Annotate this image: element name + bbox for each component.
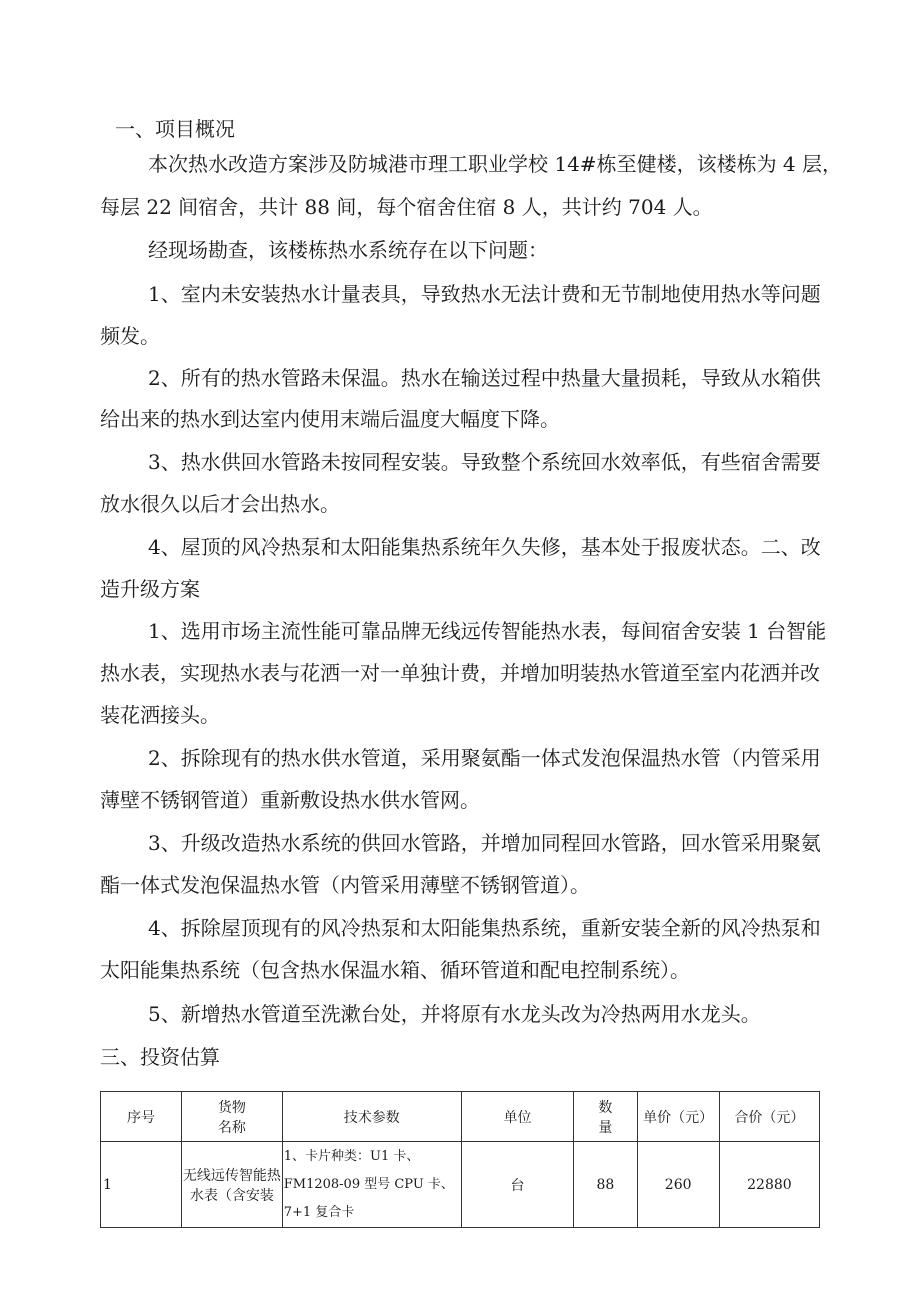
- header-qty-line1: 数: [598, 1099, 613, 1116]
- section-1-title: 一、项目概况: [115, 117, 235, 141]
- plan-item-2-cont: 薄壁不锈钢管道）重新敷设热水供水管网。: [100, 788, 480, 812]
- paragraph-line: 经现场勘查，该楼栋热水系统存在以下问题：: [148, 238, 548, 262]
- problem-item-4: 4、屋顶的风冷热泵和太阳能集热系统年久失修，基本处于报废状态。二、改: [148, 535, 821, 559]
- header-qty-line2: 量: [598, 1119, 613, 1136]
- plan-item-3-cont: 酯一体式发泡保温热水管（内管采用薄壁不锈钢管道）。: [100, 873, 590, 897]
- header-total: 合价（元）: [719, 1092, 819, 1142]
- problem-item-2: 2、所有的热水管路未保温。热水在输送过程中热量大量损耗，导致从水箱供: [148, 366, 821, 390]
- problem-item-2-cont: 给出来的热水到达室内使用末端后温度大幅度下降。: [100, 407, 560, 431]
- header-name-line2: 名称: [217, 1119, 246, 1136]
- problem-item-3-cont: 放水很久以后才会出热水。: [100, 492, 340, 516]
- header-name-line1: 货物: [217, 1099, 246, 1116]
- plan-item-1-cont: 热水表，实现热水表与花洒一对一单独计费，并增加明装热水管道至室内花洒并改: [100, 661, 820, 685]
- cell-spec: [282, 1142, 461, 1228]
- plan-item-1: 1、选用市场主流性能可靠品牌无线远传智能热水表，每间宿舍安装 1 台智能: [148, 619, 827, 643]
- problem-item-1: 1、室内未安装热水计量表具，导致热水无法计费和无节制地使用热水等问题: [148, 282, 821, 306]
- problem-item-1-cont: 频发。: [100, 324, 160, 348]
- plan-item-2: 2、拆除现有的热水供水管道，采用聚氨酯一体式发泡保温热水管（内管采用: [148, 746, 821, 770]
- investment-table: [100, 1091, 820, 1228]
- cell-total: 22880: [719, 1142, 819, 1228]
- cell-price: 260: [637, 1142, 719, 1228]
- cell-no: 1: [101, 1142, 182, 1228]
- cell-unit: 台: [461, 1142, 573, 1228]
- problem-item-3: 3、热水供回水管路未按同程安装。导致整个系统回水效率低，有些宿舍需要: [148, 450, 821, 474]
- problem-item-4-cont: 造升级方案: [100, 577, 200, 601]
- cell-name: [181, 1142, 282, 1228]
- plan-item-4-cont: 太阳能集热系统（包含热水保温水箱、循环管道和配电控制系统）。: [100, 958, 690, 982]
- plan-item-1-cont: 装花洒接头。: [100, 703, 220, 727]
- cell-spec-line1: 1、卡片种类：U1 卡、: [283, 1148, 420, 1164]
- cell-name-line1: 无线远传智能热: [182, 1167, 281, 1184]
- plan-item-3: 3、升级改造热水系统的供回水管路，并增加同程回水管路，回水管采用聚氨: [148, 831, 821, 855]
- cell-spec-line3: 7+1 复合卡: [283, 1204, 355, 1220]
- header-qty: [574, 1092, 637, 1142]
- header-price: 单价（元）: [637, 1092, 719, 1142]
- header-no: 序号: [101, 1092, 182, 1142]
- paragraph-line: 每层 22 间宿舍，共计 88 间，每个宿舍住宿 8 人，共计约 704 人。: [100, 195, 713, 219]
- paragraph-line: 本次热水改造方案涉及防城港市理工职业学校 14#栋至健楼，该楼栋为 4 层，: [148, 152, 843, 176]
- header-name: [181, 1092, 282, 1142]
- section-3-title: 三、投资估算: [100, 1045, 220, 1069]
- cell-name-line2: 水表（含安装: [189, 1187, 274, 1204]
- header-unit: 单位: [461, 1092, 573, 1142]
- header-spec: 技术参数: [282, 1092, 461, 1142]
- plan-item-5: 5、新增热水管道至洗漱台处，并将原有水龙头改为冷热两用水龙头。: [148, 1002, 761, 1026]
- plan-item-4: 4、拆除屋顶现有的风冷热泵和太阳能集热系统，重新安装全新的风冷热泵和: [148, 916, 821, 940]
- cell-spec-line2: FM1208-09 型号 CPU 卡、: [283, 1176, 454, 1192]
- cell-qty: 88: [574, 1142, 637, 1228]
- table-row: [101, 1142, 820, 1228]
- table-header-row: [101, 1092, 820, 1142]
